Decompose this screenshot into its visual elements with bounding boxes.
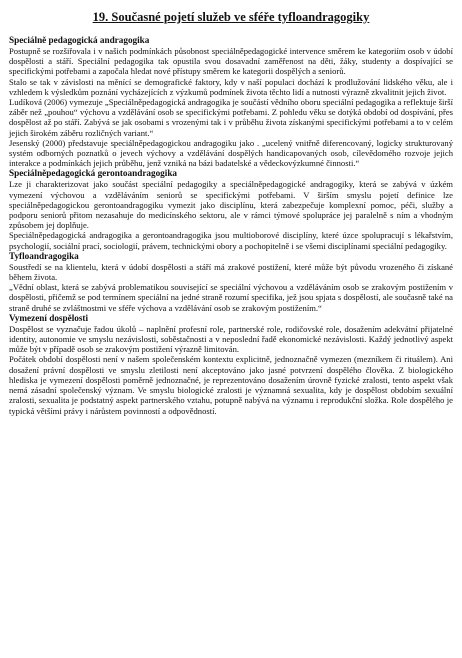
section-heading: Speciálněpedagogická gerontoandragogika: [9, 168, 178, 179]
section-heading: Tyfloandragogika: [9, 250, 79, 261]
section-heading: Vymezení dospělosti: [9, 312, 89, 323]
paragraph: Dospělost se vyznačuje řadou úkolů – naplnění profesní role, partnerské role, rodičovské role, dosažením adekvátní přijatelné identity, autonomie ve smyslu nezávislosti, soběstačnosti a v neposlední řadě ekonomické nezávislosti. Každý jednotlivý aspekt může být v případě osob se zrakovým postižení výrazně limitován.: [9, 323, 453, 355]
paragraph: Soustředí se na klientelu, která v údobí dospělosti a stáří má zrakové postižení, které může být původu vrozeného či získané během života.: [9, 261, 453, 283]
section-heading: Speciálně pedagogická andragogika: [9, 35, 150, 45]
paragraph: Jesenský (2000) představuje speciálněpedagogickou andragogiku jako . „ucelený vnitřně diferencovaný, logicky strukturovaný systém odborných poznatků o jevech výchovy a vzdělávání dospělých handicapovaných osob, cílevědomého rozvoje jejich interakce a podmínkách jejich průběhu, jenž vzniká na bázi badatelské a vědeckovýzkumné činnosti.“: [9, 137, 453, 169]
paragraph: Speciálněpedagogická andragogika a gerontoandragogika jsou multioborové disciplíny, které úzce spolupracují s lékařstvím, psychologií, sociální prací, sociologií, právem, technickými obory a pochopitelně i se všemi disciplínami speciální pedagogiky.: [9, 230, 453, 251]
paragraph: Lze ji charakterizovat jako součást speciální pedagogiky a speciálněpedagogické andragogiky, která se zabývá v úzkém vymezení výchovou a vzděláváním seniorů se specifickými potřebami. V širším smyslu pojetí definice lze speciálněpedagogickou gerontoandragogiku vymezit jako disciplínu, která zabezpečuje komplexní pomoc, péči, služby a podporu seniorů přitom nezasahuje do medicínského sektoru, ale v rámci týmové spolupráce jej paralelně s ním a vhodným způsobem jej doplňuje.: [9, 179, 453, 231]
paragraph: Ludíková (2006) vymezuje „Speciálněpedagogická andragogika je součástí vědního oboru speciální pedagogika a reflektuje širší záběr než „pouhou“ výchovu a vzdělávání osob se specifickými potřebami. Z pohledu věku se dotýká období od dospívání, přes dospělost až po stáří. Zabývá se jak osobami s vrozenými tak i v průběhu života získanými specifickými potřebami a to v celém jejich širokém záběru rozličných variant.“: [9, 97, 453, 138]
paragraph: „Vědní oblast, která se zabývá problematikou související se speciální výchovou a vzděláváním osob se zrakovým postižením v dospělosti, přičemž se pod termínem speciální na jedné straně rozumí specifika, jež jsou spjata s dospělostí, ale současně také na straně druhé se zvláštnostmi ve sféře výchova a vzdělávání osob se zrakovým postižením.“: [9, 282, 453, 313]
section-tyfloandragogy: [9, 251, 453, 313]
section-adulthood-definition: [9, 313, 453, 416]
paragraph: Stalo se tak v závislosti na měnící se demografické faktory, kdy v naší populaci dochází k prodlužování lidského věku, ale i vzhledem k výsledkům poznání vycházejících z výzkumů podmínek života těchto lidí a nutnosti výrazně zkvalitnit jejich život.: [9, 76, 453, 97]
section-gerontoandragogy: [9, 168, 453, 250]
document-title: 19. Současné pojetí služeb ve sféře tyfloandragogiky: [92, 10, 370, 24]
paragraph: Postupně se rozšiřovala i v našich podmínkách působnost speciálněpedagogické intervence směrem ke kategoriím osob v údobí dospělosti a stáří. Speciální pedagogika tak opustila svou dosavadní zaměřenost na děti, žáky, studenty a dospívající se specifickými potřebami a započala hledat nové přístupy směrem ke kategorii dospělých a seniorů.: [9, 46, 453, 77]
section-special-pedagogical-andragogy: [9, 35, 453, 168]
paragraph: Počátek období dospělosti není v našem společenském kontextu explicitně, jednoznačně vymezen (mezníkem či rituálem). Ani dosažení právní dospělosti ve smyslu zletilosti není akceptováno jako jasné potvrzení dospělého člověka. Z biologického hlediska je vymezení dospělosti poměrně jednoznačné, je reprezentováno dosažením úrovně fyzické zralosti, tento aspekt však nemá zásadní společenský význam. Ve smyslu biologické zralosti je významná sexualita, kdy je dospělost obdobím sexuální zralosti, sexualita je podstatný aspekt partnerského vztahu, potupně nabývá na významu i reprodukční složka. Role dospělého je typická většími právy i nárůstem povinností a odpovědností.: [9, 354, 453, 416]
